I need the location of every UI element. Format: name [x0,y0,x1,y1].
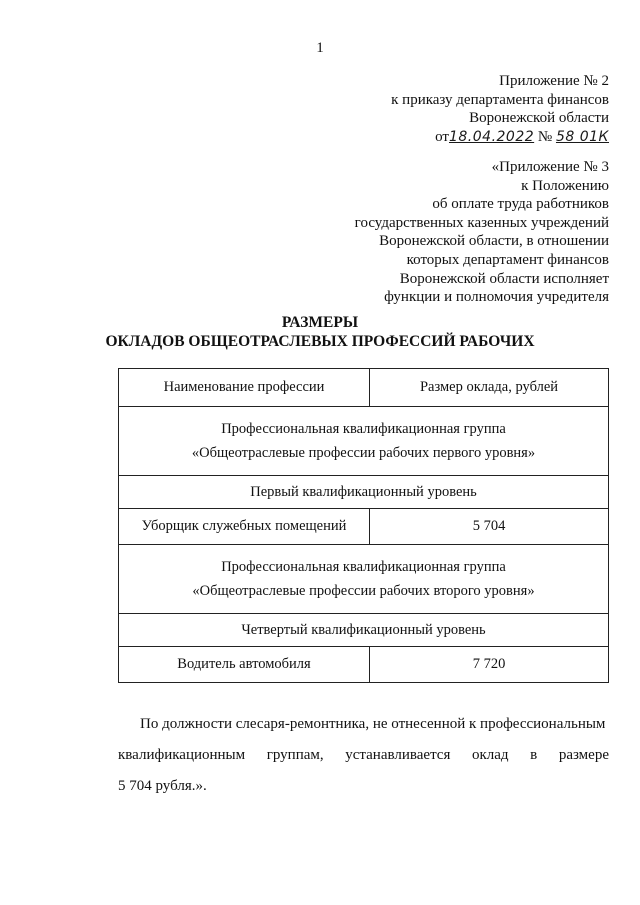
table-row [119,509,609,545]
note-word: устанавливается [345,747,451,763]
note-word: группам, [266,747,324,763]
appendix-header [391,72,609,146]
group-row-first-level [119,407,609,476]
page-number: 1 [316,40,324,56]
note-line-3: 5 704 рубля.». [118,778,207,794]
appendix-region: Воронежской области [469,110,609,126]
regulation-line: Воронежской области исполняет [399,270,609,287]
document-title [0,313,640,351]
title-line-2: ОКЛАДОВ ОБЩЕОТРАСЛЕВЫХ ПРОФЕССИЙ РАБОЧИХ [105,333,535,350]
order-date-handwritten: 18.04.2022 [448,128,535,145]
note-word: квалификационным [118,747,246,763]
salary-value: 5 704 [370,509,609,545]
regulation-line: Воронежской области, в отношении [379,233,609,250]
order-date-number [391,128,609,147]
regulation-line: функции и полномочия учредителя [384,289,609,306]
note-paragraph [118,709,609,802]
level-row-fourth [119,614,609,647]
salary-table [118,368,609,683]
group-label: Профессиональная квалификационная группа [221,559,506,575]
regulation-reference [355,158,609,307]
group-label: Профессиональная квалификационная группа [221,421,506,437]
level-cell: Первый квалификационный уровень [119,476,609,509]
note-word: в [530,747,538,763]
header-profession: Наименование профессии [119,369,370,407]
header-salary: Размер оклада, рублей [370,369,609,407]
note-line-1: По должности слесаря-ремонтника, не отнесенной к профессиональным [140,716,606,732]
appendix-order-ref: к приказу департамента финансов [391,91,609,108]
group-cell [119,545,609,614]
note-word: оклад [471,747,509,763]
group-row-second-level [119,545,609,614]
order-number-sign: № [537,128,553,145]
group-name: «Общеотраслевые профессии рабочих второго уровня» [192,583,535,599]
level-row-first [119,476,609,509]
regulation-line: которых департамент финансов [406,251,609,268]
group-cell [119,407,609,476]
order-number-handwritten: 58 01К [555,128,609,145]
table-row [119,647,609,683]
profession-name: Водитель автомобиля [119,647,370,683]
table-header-row [119,369,609,407]
regulation-line: «Приложение № 3 [491,159,609,175]
group-name: «Общеотраслевые профессии рабочих первого уровня» [191,445,536,461]
note-word: размере [558,747,609,763]
regulation-line: государственных казенных учреждений [354,214,609,231]
level-cell: Четвертый квалификационный уровень [119,614,609,647]
order-prefix: от [435,128,449,145]
appendix-title: Приложение № 2 [499,73,609,89]
salary-value: 7 720 [370,647,609,683]
title-line-1: РАЗМЕРЫ [281,314,359,331]
profession-name: Уборщик служебных помещений [119,509,370,545]
regulation-line: к Положению [521,177,609,194]
regulation-line: об оплате труда работников [432,196,609,213]
note-line-2 [118,740,609,771]
